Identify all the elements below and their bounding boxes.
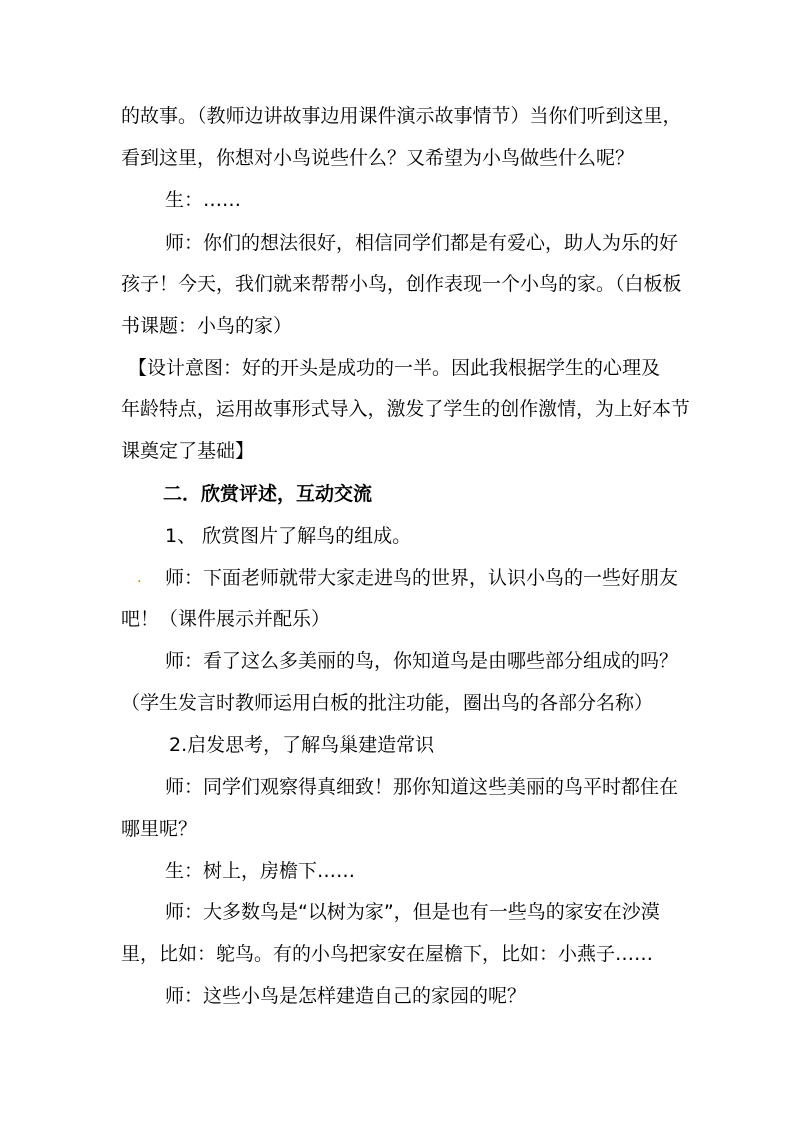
design-intent-line: 课奠定了基础】 xyxy=(121,440,255,462)
design-intent-line: 【设计意图：好的开头是成功的一半。因此我根据学生的心理及 xyxy=(128,357,661,379)
paragraph-line: 孩子！今天，我们就来帮帮小鸟，创作表现一个小鸟的家。（白板板 xyxy=(121,273,682,295)
paragraph-line: 生：…… xyxy=(165,189,242,211)
marker-dot: . xyxy=(137,570,142,586)
design-intent-line: 年龄特点，运用故事形式导入，激发了学生的创作激情，为上好本节 xyxy=(121,398,690,420)
paragraph-line: 师：这些小鸟是怎样建造自己的家园的呢？ xyxy=(165,985,527,1007)
paragraph-line: 哪里呢？ xyxy=(121,818,198,840)
paragraph-line: 的故事。（教师边讲故事边用课件演示故事情节）当你们听到这里， xyxy=(121,105,682,127)
paragraph-line: 吧！（课件展示并配乐） xyxy=(121,608,331,630)
paragraph-line: （学生发言时教师运用白板的批注功能，圈出鸟的各部分名称） xyxy=(121,692,654,714)
paragraph-line: 书课题：小鸟的家） xyxy=(121,315,293,337)
paragraph-line: 生：树上，房檐下…… xyxy=(165,860,356,882)
paragraph-line: 师：同学们观察得真细致！那你知道这些美丽的鸟平时都住在 xyxy=(165,776,679,798)
paragraph-line: 师：下面老师就带大家走进鸟的世界，认识小鸟的一些好朋友 xyxy=(165,567,679,589)
subsection-heading: 2.启发思考，了解鸟巢建造常识 xyxy=(169,734,435,756)
paragraph-line: 里，比如：鸵鸟。有的小鸟把家安在屋檐下，比如：小燕子…… xyxy=(121,943,654,965)
section-heading: 二．欣赏评述，互动交流 xyxy=(163,483,373,505)
subsection-heading: 1、 欣赏图片了解鸟的组成。 xyxy=(165,525,412,547)
paragraph-line: 师：大多数鸟是“以树为家”，但是也有一些鸟的家安在沙漠 xyxy=(165,901,660,923)
paragraph-line: 师：看了这么多美丽的鸟，你知道鸟是由哪些部分组成的吗？ xyxy=(165,650,679,672)
paragraph-line: 看到这里，你想对小鸟说些什么？又希望为小鸟做些什么呢？ xyxy=(121,147,635,169)
paragraph-line: 师：你们的想法很好，相信同学们都是有爱心，助人为乐的好 xyxy=(165,232,679,254)
